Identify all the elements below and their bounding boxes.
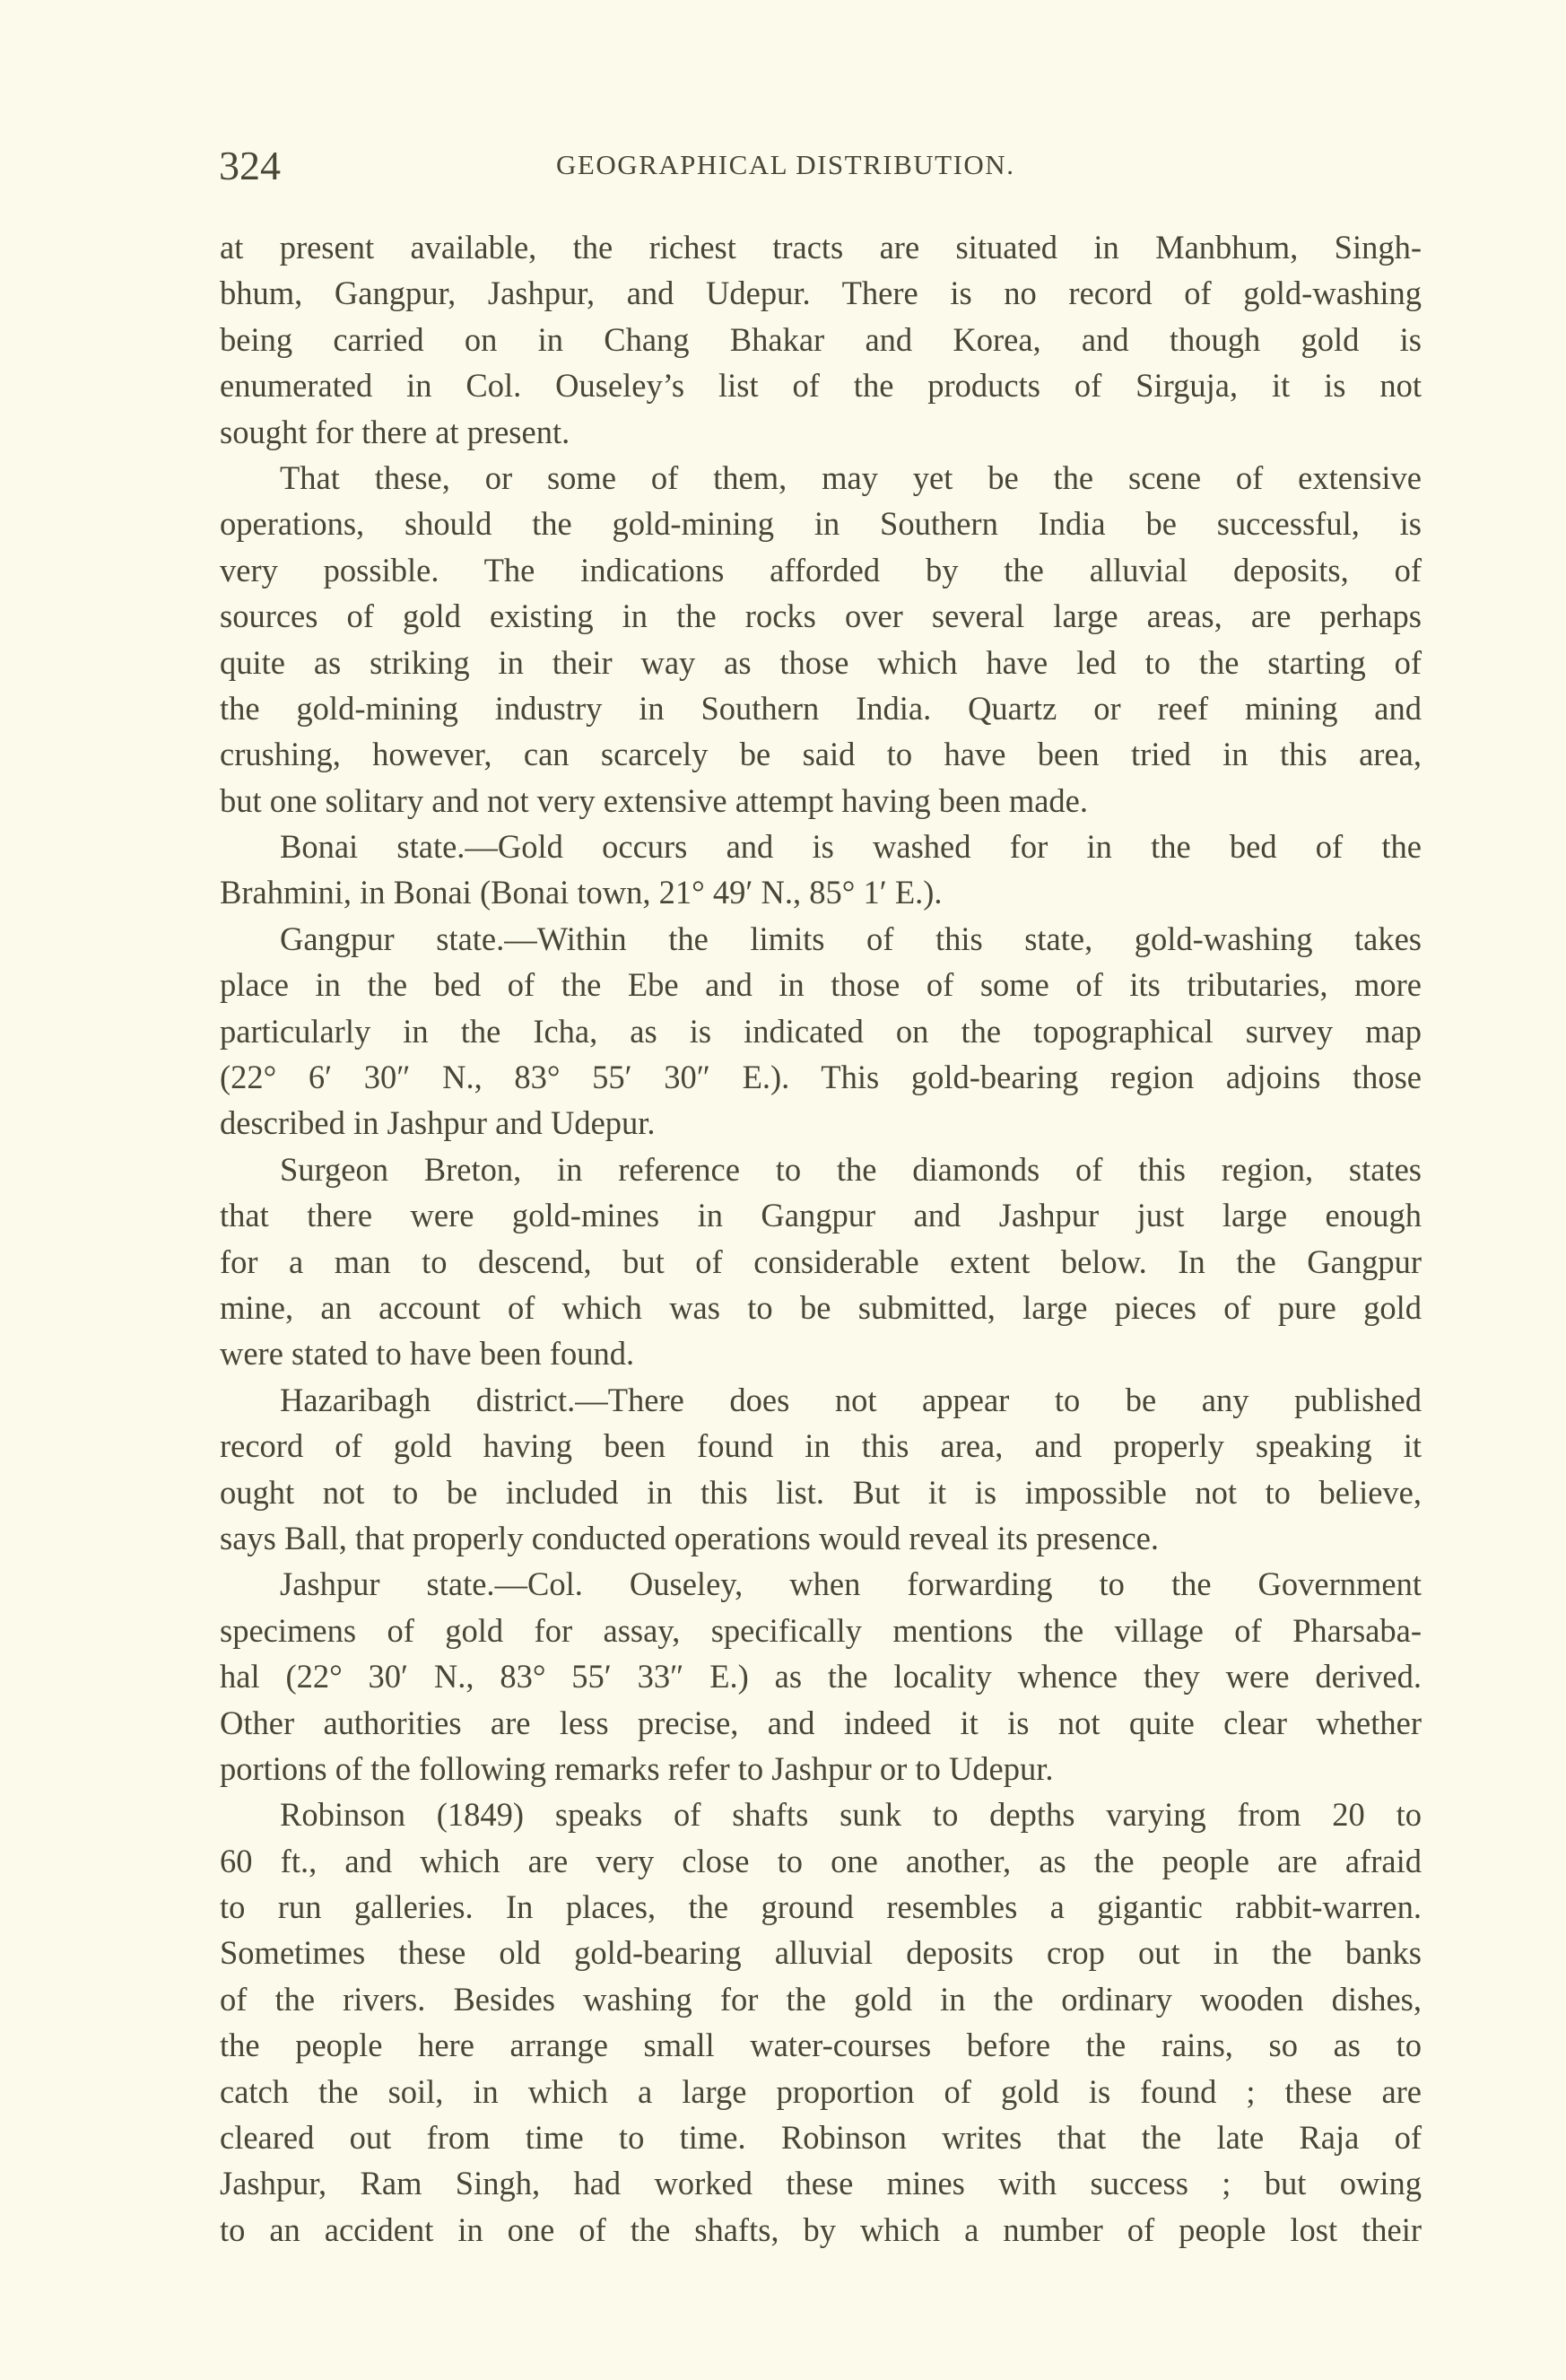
text-line: that there were gold-mines in Gangpur and Jashpur just large enough (220, 1197, 1422, 1234)
text-line: to an accident in one of the shafts, by which a number of people lost their (220, 2210, 1422, 2248)
text-line: Other authorities are less precise, and indeed it is not quite clear whether (220, 1704, 1422, 1741)
body-text (220, 224, 1422, 2253)
text-line: Bonai state.—Gold occurs and is washed for in the bed of the (280, 828, 1422, 866)
text-line: to run galleries. In places, the ground resembles a gigantic rabbit-warren. (220, 1888, 1422, 1926)
text-line: says Ball, that properly conducted operations would reveal its presence. (220, 1519, 1160, 1556)
text-line: That these, or some of them, may yet be the scene of extensive (280, 458, 1422, 496)
paragraph (220, 916, 1422, 1146)
text-line: but one solitary and not very extensive attempt having been made. (220, 781, 1088, 819)
text-line: Surgeon Breton, in reference to the diamonds of this region, states (280, 1150, 1422, 1188)
text-line: ought not to be included in this list. But it is impossible not to believe, (220, 1473, 1422, 1511)
paragraph (220, 224, 1422, 455)
text-line: portions of the following remarks refer to Jashpur or to Udepur. (220, 1749, 1054, 1787)
text-line: Sometimes these old gold-bearing alluvial deposits crop out in the banks (220, 1934, 1422, 1972)
text-line: mine, an account of which was to be submitted, large pieces of pure gold (220, 1288, 1422, 1326)
running-head: GEOGRAPHICAL DISTRIBUTION. (556, 149, 1015, 180)
text-line: crushing, however, can scarcely be said to have been tried in this area, (220, 736, 1422, 773)
page-number: 324 (219, 143, 281, 188)
text-line: sources of gold existing in the rocks over several large areas, are perhaps (220, 597, 1422, 635)
paragraph (220, 455, 1422, 824)
text-line: for a man to descend, but of considerable extent below. In the Gangpur (220, 1242, 1422, 1280)
text-line: were stated to have been found. (220, 1335, 635, 1373)
text-line: quite as striking in their way as those which have led to the starting of (220, 643, 1422, 681)
paragraph (220, 824, 1422, 916)
text-line: the people here arrange small water-courses before the rains, so as to (220, 2027, 1422, 2064)
text-line: Hazaribagh district.—There does not appear to be any published (280, 1381, 1422, 1418)
text-line: hal (22° 30′ N., 83° 55′ 33″ E.) as the locality whence they were derived. (220, 1658, 1422, 1696)
text-line: Robinson (1849) speaks of shafts sunk to depths varying from 20 to (280, 1796, 1422, 1834)
text-line: 60 ft., and which are very close to one another, as the people are afraid (220, 1842, 1422, 1879)
paragraph (220, 1377, 1422, 1562)
text-line: the gold-mining industry in Southern India. Quartz or reef mining and (220, 689, 1422, 727)
text-line: at present available, the richest tracts are situated in Manbhum, Singh- (220, 229, 1422, 266)
text-line: Gangpur state.—Within the limits of this state, gold-washing takes (280, 920, 1422, 957)
text-line: operations, should the gold-mining in Southern India be successful, is (220, 505, 1422, 543)
text-line: place in the bed of the Ebe and in those of some of its tributaries, more (220, 966, 1422, 1004)
text-line: Brahmini, in Bonai (Bonai town, 21° 49′ N., 85° 1′ E.). (220, 874, 943, 911)
text-line: Jashpur, Ram Singh, had worked these mines with success ; but owing (220, 2165, 1422, 2202)
text-line: catch the soil, in which a large proportion of gold is found ; these are (220, 2072, 1422, 2110)
text-line: bhum, Gangpur, Jashpur, and Udepur. There is no record of gold-washing (220, 275, 1422, 312)
text-line: (22° 6′ 30″ N., 83° 55′ 30″ E.). This gold-bearing region adjoins those (220, 1059, 1422, 1096)
text-line: described in Jashpur and Udepur. (220, 1104, 656, 1142)
text-line: particularly in the Icha, as is indicated on the topographical survey map (220, 1012, 1422, 1050)
text-line: Jashpur state.—Col. Ouseley, when forwarding to the Government (280, 1565, 1422, 1603)
text-line: record of gold having been found in this area, and properly speaking it (220, 1427, 1422, 1465)
text-line: of the rivers. Besides washing for the gold in the ordinary wooden dishes, (220, 1980, 1422, 2018)
text-line: enumerated in Col. Ouseley’s list of the products of Sirguja, it is not (220, 367, 1422, 405)
paragraph (220, 1146, 1422, 1377)
text-line: cleared out from time to time. Robinson writes that the late Raja of (220, 2119, 1422, 2157)
text-line: very possible. The indications afforded by the alluvial deposits, of (220, 551, 1422, 588)
paragraph (220, 1792, 1422, 2253)
text-line: being carried on in Chang Bhakar and Korea, and though gold is (220, 320, 1422, 358)
paragraph (220, 1561, 1422, 1792)
text-line: sought for there at present. (220, 413, 570, 450)
text-line: specimens of gold for assay, specifically mentions the village of Pharsaba- (220, 1611, 1422, 1649)
